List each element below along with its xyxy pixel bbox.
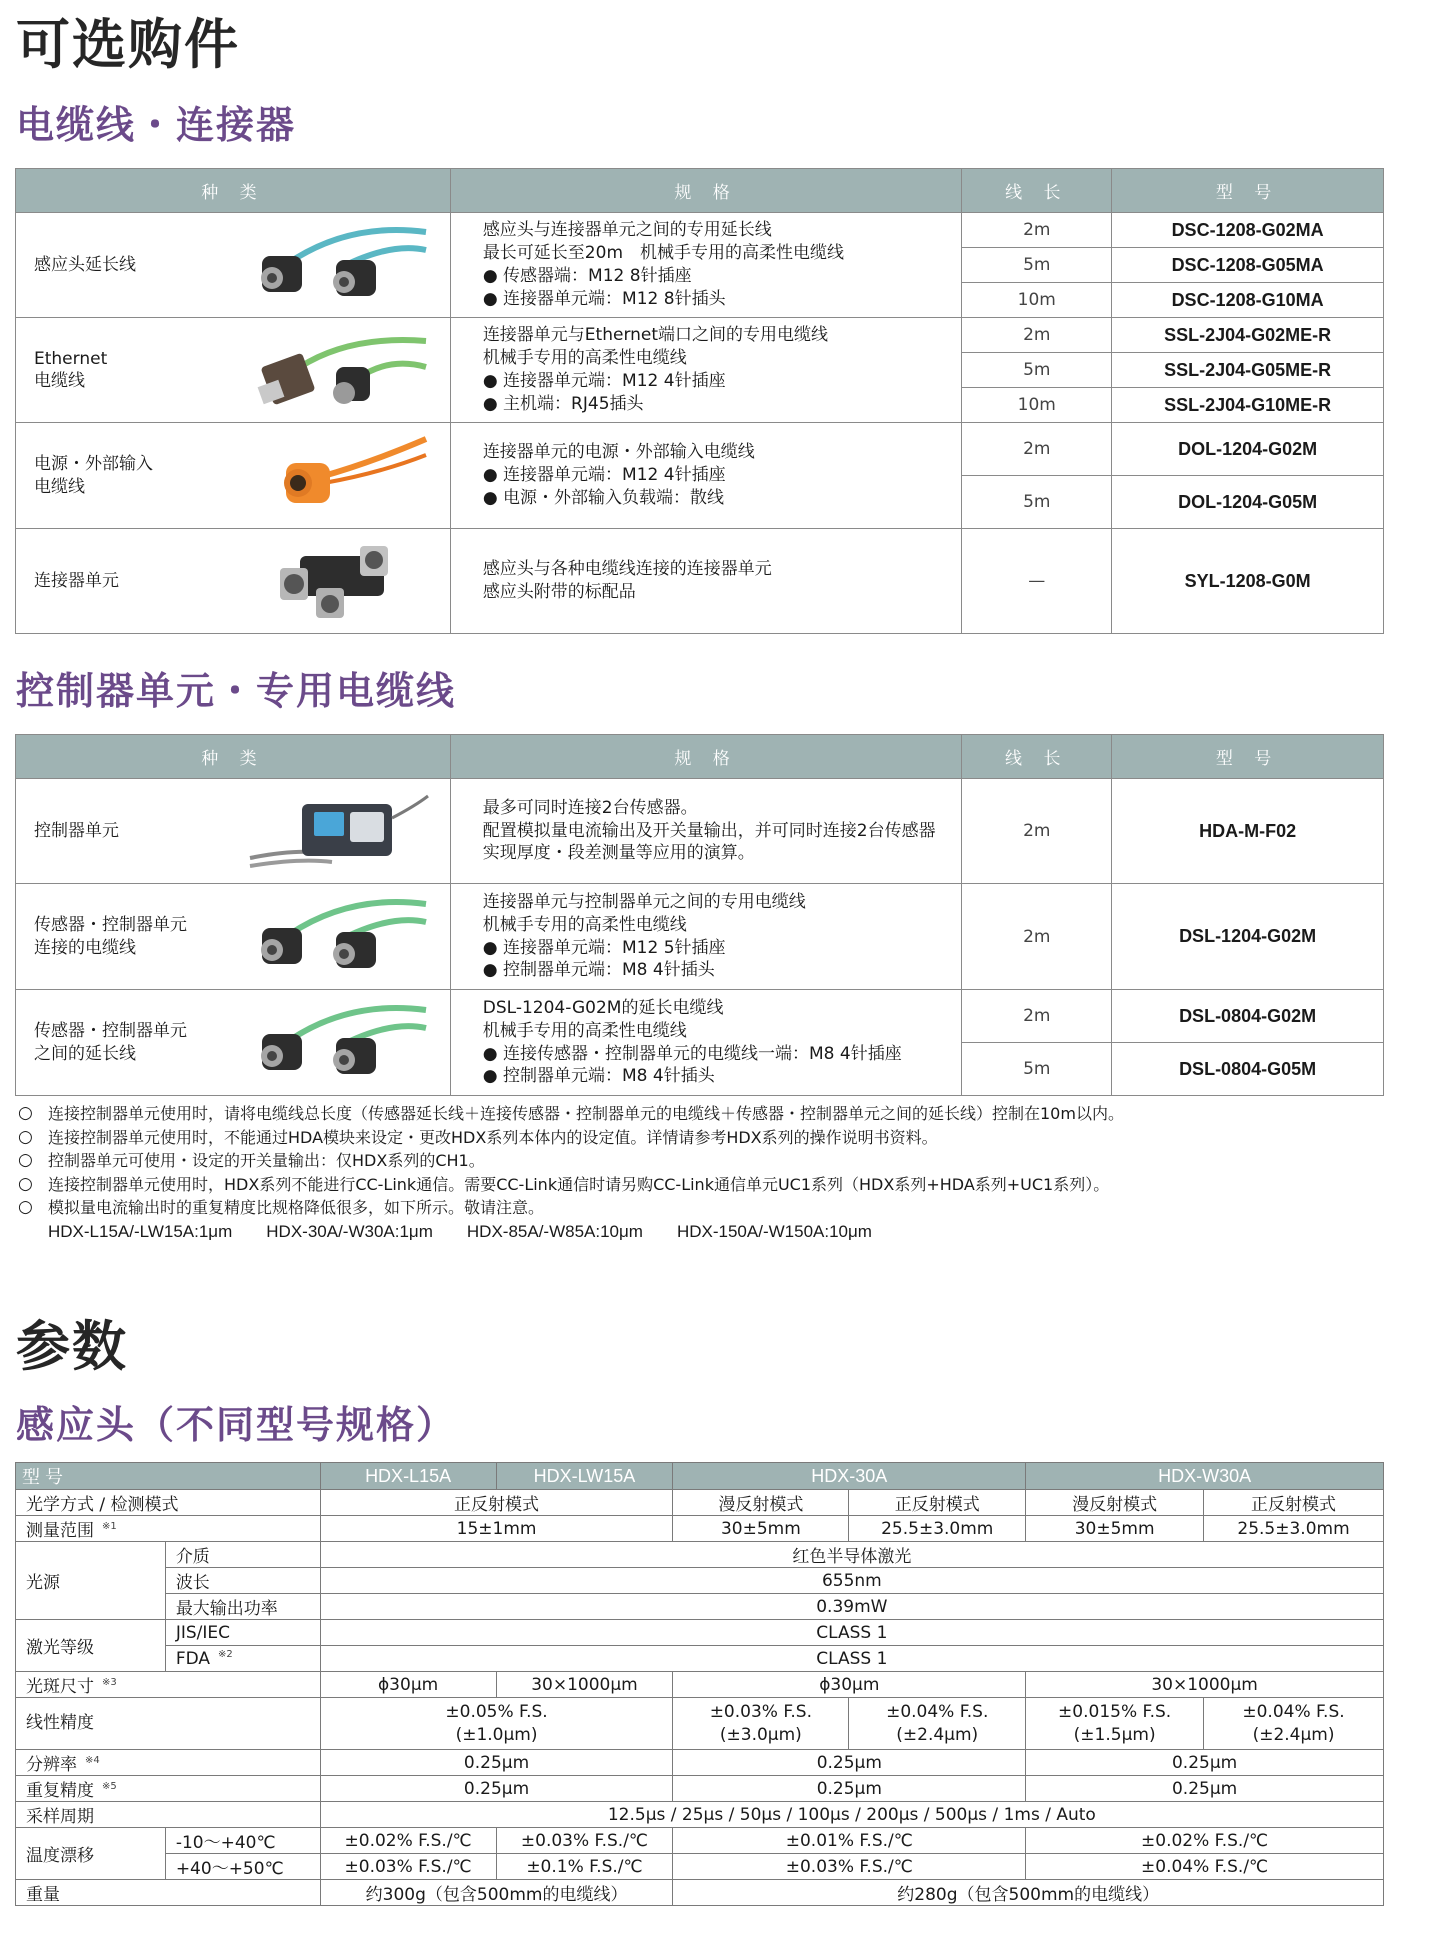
- table-row: [16, 318, 1384, 353]
- table-row: [16, 213, 1384, 248]
- controller-table: [15, 734, 1384, 1096]
- options-title: 可选购件: [16, 13, 240, 76]
- param-value: 红色半导体激光: [320, 1542, 1383, 1568]
- param-value: 15±1mm: [320, 1516, 673, 1542]
- item-model: DOL-1204-G05M: [1112, 476, 1384, 529]
- repeatability-item: HDX-L15A/-LW15A:1μm: [48, 1221, 233, 1241]
- param-value: 正反射模式: [320, 1490, 673, 1516]
- green-cable-icon: [220, 894, 449, 980]
- item-model: DSL-0804-G02M: [1112, 990, 1384, 1043]
- param-value: ±0.04% F.S. (±2.4μm): [1204, 1698, 1384, 1750]
- param-fda: FDA $^{※2}$: [165, 1646, 320, 1672]
- col-length: 线 长: [962, 735, 1112, 779]
- param-resolution: 分辨率 $^{※4}$: [16, 1750, 321, 1776]
- sensor-section-title: 感应头（不同型号规格）: [16, 1403, 457, 1447]
- item-length: 10m: [962, 283, 1112, 318]
- item-category: 传感器・控制器单元 连接的电缆线: [16, 884, 221, 990]
- param-light: 光源: [16, 1542, 166, 1620]
- table-row: [16, 423, 1384, 476]
- param-value: ±0.03% F.S./℃: [496, 1828, 673, 1854]
- param-value: 约300g（包含500mm的电缆线）: [320, 1880, 673, 1906]
- model-hdx-w30a: HDX-W30A: [1026, 1463, 1384, 1490]
- param-value: ±0.01% F.S./℃: [673, 1828, 1026, 1854]
- param-drift: 温度漂移: [16, 1828, 166, 1880]
- param-value: 0.39mW: [320, 1594, 1383, 1620]
- param-value: ϕ30μm: [320, 1672, 496, 1698]
- param-value: 655nm: [320, 1568, 1383, 1594]
- param-optical: 光学方式 / 检测模式: [16, 1490, 321, 1516]
- param-sampling: 采样周期: [16, 1802, 321, 1828]
- col-model: 型 号: [1112, 169, 1384, 213]
- cables-section-title: 电缆线・连接器: [16, 103, 297, 147]
- item-length: 2m: [962, 884, 1112, 990]
- param-value: 0.25μm: [673, 1750, 1026, 1776]
- note-item: ○ 控制器单元可使用・设定的开关量输出：仅HDX系列的CH1。: [18, 1150, 485, 1170]
- orange-power-cable-icon: [220, 433, 449, 519]
- cables-table: [15, 168, 1384, 634]
- param-value: 正反射模式: [849, 1490, 1026, 1516]
- param-value: 30×1000μm: [1026, 1672, 1384, 1698]
- teal-cable-icon: [220, 222, 449, 308]
- item-model: SSL-2J04-G05ME-R: [1112, 353, 1384, 388]
- param-value: CLASS 1: [320, 1646, 1383, 1672]
- param-temp-range: -10〜+40℃: [165, 1828, 320, 1854]
- item-spec: 连接器单元与Ethernet端口之间的专用电缆线 机械手专用的高柔性电缆线 ● 连接器单元端：M12 4针插座 ● 主机端：RJ45插头: [450, 318, 962, 423]
- param-value: 约280g（包含500mm的电缆线）: [673, 1880, 1384, 1906]
- item-spec: DSL-1204-G02M的延长电缆线 机械手专用的高柔性电缆线 ● 连接传感器・控制器单元的电缆线一端：M8 4针插座 ● 控制器单元端：M8 4针插头: [450, 990, 962, 1096]
- param-value: ±0.03% F.S. (±3.0μm): [673, 1698, 849, 1750]
- item-model: SSL-2J04-G10ME-R: [1112, 388, 1384, 423]
- param-value: ±0.1% F.S./℃: [496, 1854, 673, 1880]
- item-model: SYL-1208-G0M: [1112, 529, 1384, 634]
- item-category: Ethernet 电缆线: [16, 318, 221, 423]
- param-laser: 激光等级: [16, 1620, 166, 1672]
- param-value: ±0.05% F.S. (±1.0μm): [320, 1698, 673, 1750]
- model-hdx-30a: HDX-30A: [673, 1463, 1026, 1490]
- item-spec: 最多可同时连接2台传感器。 配置模拟量电流输出及开关量输出，并可同时连接2台传感器 实现厚度・段差测量等应用的演算。: [450, 779, 962, 884]
- param-value: 0.25μm: [320, 1750, 673, 1776]
- green-ethernet-cable-icon: [220, 327, 449, 413]
- item-length: 2m: [962, 990, 1112, 1043]
- param-value: CLASS 1: [320, 1620, 1383, 1646]
- item-length: 2m: [962, 318, 1112, 353]
- item-length: 5m: [962, 476, 1112, 529]
- item-length: 5m: [962, 248, 1112, 283]
- param-value: ±0.04% F.S. (±2.4μm): [849, 1698, 1026, 1750]
- connector-unit-icon: [220, 538, 449, 624]
- item-length: 5m: [962, 353, 1112, 388]
- col-type: 种 类: [16, 169, 451, 213]
- repeatability-item: HDX-85A/-W85A:10μm: [466, 1221, 643, 1241]
- item-model: SSL-2J04-G02ME-R: [1112, 318, 1384, 353]
- param-value: ±0.04% F.S./℃: [1026, 1854, 1384, 1880]
- param-value: ±0.02% F.S./℃: [1026, 1828, 1384, 1854]
- param-value: 正反射模式: [1204, 1490, 1384, 1516]
- model-hdx-lw15a: HDX-LW15A: [496, 1463, 673, 1490]
- param-value: 30±5mm: [1026, 1516, 1204, 1542]
- param-value: 0.25μm: [1026, 1750, 1384, 1776]
- item-category: 控制器单元: [16, 779, 221, 884]
- note-item: ○ 模拟量电流输出时的重复精度比规格降低很多，如下所示。敬请注意。: [18, 1197, 545, 1217]
- col-model: 型 号: [1112, 735, 1384, 779]
- param-medium: 介质: [165, 1542, 320, 1568]
- item-category: 电源・外部输入 电缆线: [16, 423, 221, 529]
- param-value: 12.5μs / 25μs / 50μs / 100μs / 200μs / 500μs / 1ms / Auto: [320, 1802, 1383, 1828]
- param-range: 测量范围 $^{※1}$: [16, 1516, 321, 1542]
- item-model: DSL-1204-G02M: [1112, 884, 1384, 990]
- table-row: [16, 779, 1384, 884]
- note-item: ○ 连接控制器单元使用时，不能通过HDA模块来设定・更改HDX系列本体内的设定值。详情请参考HDX系列的操作说明书资料。: [18, 1126, 938, 1147]
- param-value: 0.25μm: [320, 1776, 673, 1802]
- param-linearity: 线性精度: [16, 1698, 321, 1750]
- item-category: 连接器单元: [16, 529, 221, 634]
- item-model: HDA-M-F02: [1112, 779, 1384, 884]
- param-model-label: 型 号: [16, 1463, 321, 1490]
- param-power: 最大输出功率: [165, 1594, 320, 1620]
- green-extension-cable-icon: [220, 1000, 449, 1086]
- item-model: DSL-0804-G05M: [1112, 1043, 1384, 1096]
- item-model: DOL-1204-G02M: [1112, 423, 1384, 476]
- param-value: 0.25μm: [1026, 1776, 1384, 1802]
- param-jis: JIS/IEC: [165, 1620, 320, 1646]
- param-value: ±0.03% F.S./℃: [320, 1854, 496, 1880]
- params-title: 参数: [16, 1315, 128, 1378]
- table-row: [16, 529, 1384, 634]
- param-value: ±0.02% F.S./℃: [320, 1828, 496, 1854]
- table-row: [16, 884, 1384, 990]
- model-hdx-l15a: HDX-L15A: [320, 1463, 496, 1490]
- param-repeatability: 重复精度 $^{※5}$: [16, 1776, 321, 1802]
- repeatability-item: HDX-150A/-W150A:10μm: [676, 1221, 872, 1241]
- col-type: 种 类: [16, 735, 451, 779]
- item-spec: 感应头与各种电缆线连接的连接器单元 感应头附带的标配品: [450, 529, 962, 634]
- param-value: 25.5±3.0mm: [1204, 1516, 1384, 1542]
- param-value: 0.25μm: [673, 1776, 1026, 1802]
- item-length: 2m: [962, 213, 1112, 248]
- item-category: 感应头延长线: [16, 213, 221, 318]
- col-length: 线 长: [962, 169, 1112, 213]
- note-item: ○ 连接控制器单元使用时，请将电缆线总长度（传感器延长线＋连接传感器・控制器单元的电缆线＋传感器・控制器单元之间的延长线）控制在10m以内。: [18, 1103, 1124, 1123]
- item-model: DSC-1208-G05MA: [1112, 248, 1384, 283]
- param-temp-range: +40〜+50℃: [165, 1854, 320, 1880]
- item-length: 10m: [962, 388, 1112, 423]
- item-model: DSC-1208-G10MA: [1112, 283, 1384, 318]
- item-length: 2m: [962, 779, 1112, 884]
- param-weight: 重量: [16, 1880, 321, 1906]
- param-value: ±0.03% F.S./℃: [673, 1854, 1026, 1880]
- param-value: 30×1000μm: [496, 1672, 673, 1698]
- item-length: 5m: [962, 1043, 1112, 1096]
- item-length: 2m: [962, 423, 1112, 476]
- note-item: ○ 连接控制器单元使用时，HDX系列不能进行CC-Link通信。需要CC-Link通信时请另购CC-Link通信单元UC1系列（HDX系列+HDA系列+UC1系列）。: [18, 1173, 1110, 1194]
- item-category: 传感器・控制器单元 之间的延长线: [16, 990, 221, 1096]
- param-value: 漫反射模式: [673, 1490, 849, 1516]
- param-value: 25.5±3.0mm: [849, 1516, 1026, 1542]
- item-spec: 连接器单元的电源・外部输入电缆线 ● 连接器单元端：M12 4针插座 ● 电源・外部输入负载端：散线: [450, 423, 962, 529]
- table-row: [16, 990, 1384, 1043]
- col-spec: 规 格: [450, 169, 962, 213]
- item-spec: 感应头与连接器单元之间的专用延长线 最长可延长至20m 机械手专用的高柔性电缆线 ● 传感器端：M12 8针插座 ● 连接器单元端：M12 8针插头: [450, 213, 962, 318]
- item-model: DSC-1208-G02MA: [1112, 213, 1384, 248]
- controller-section-title: 控制器单元・专用电缆线: [16, 669, 457, 713]
- repeatability-item: HDX-30A/-W30A:1μm: [266, 1221, 433, 1241]
- param-value: ϕ30μm: [673, 1672, 1026, 1698]
- param-value: ±0.015% F.S. (±1.5μm): [1026, 1698, 1204, 1750]
- params-table: [15, 1462, 1384, 1906]
- param-value: 漫反射模式: [1026, 1490, 1204, 1516]
- param-wave: 波长: [165, 1568, 320, 1594]
- param-value: 30±5mm: [673, 1516, 849, 1542]
- item-length: —: [962, 529, 1112, 634]
- controller-unit-icon: [220, 788, 449, 874]
- notes: [18, 1102, 1124, 1243]
- param-spot: 光斑尺寸 $^{※3}$: [16, 1672, 321, 1698]
- repeatability-list: [18, 1220, 1124, 1244]
- item-spec: 连接器单元与控制器单元之间的专用电缆线 机械手专用的高柔性电缆线 ● 连接器单元端：M12 5针插座 ● 控制器单元端：M8 4针插头: [450, 884, 962, 990]
- col-spec: 规 格: [450, 735, 962, 779]
